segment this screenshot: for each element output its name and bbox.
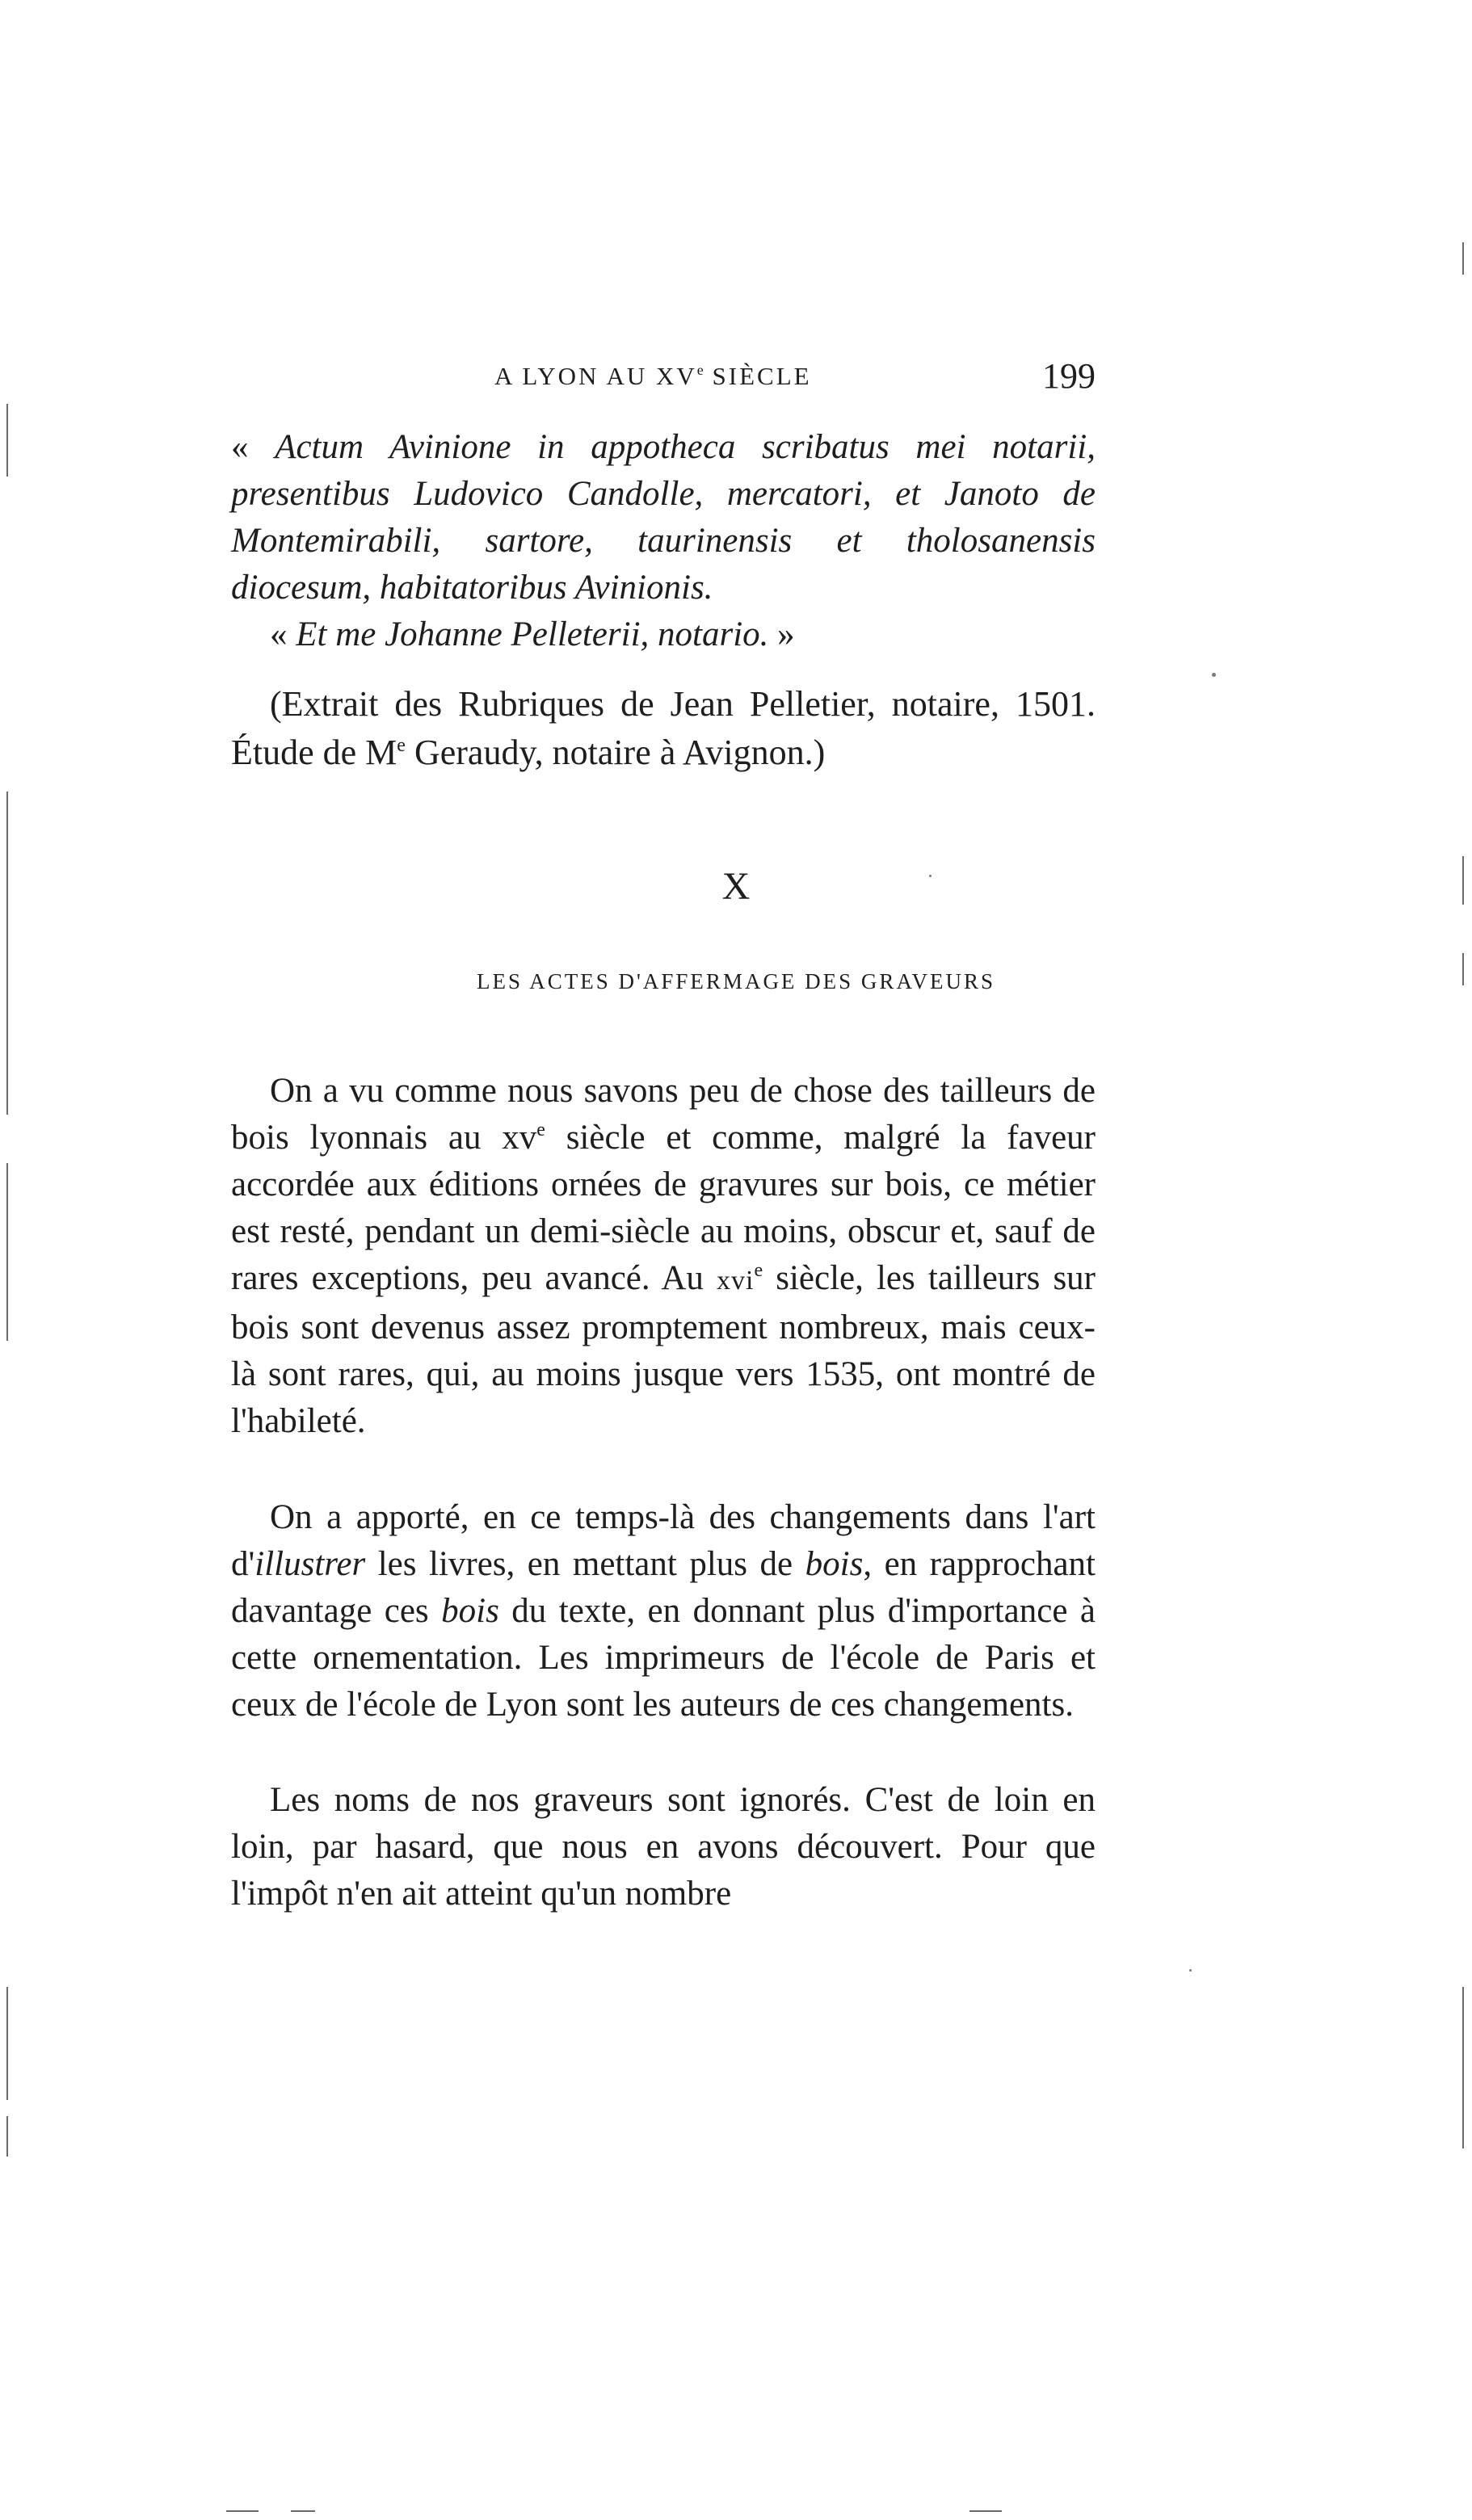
paragraph-text: siècle et comme, malgré la faveur accordée aux éditions ornées de gravures sur bois, ce métier est resté, pendant un demi-siècle au moins, obscur et, sauf de rares exceptions, peu avancé. Au [231, 1119, 1096, 1297]
paragraph-text: les livres, en mettant plus de [365, 1545, 805, 1583]
paragraph-text: On a vu comme nous savons peu de chose des tailleurs de bois lyonnais au xv [231, 1072, 1096, 1157]
paragraph-text: On a apporté, en ce temps-là des changements dans l'art d' [231, 1498, 1096, 1583]
scan-edge-mark [6, 792, 8, 1115]
scan-edge-mark [969, 2510, 1002, 2512]
paragraph-text: , en rapprochant davantage ces [231, 1545, 1096, 1630]
scan-edge-mark [6, 2116, 8, 2157]
superscript: e [754, 1260, 763, 1281]
italic-word: illustrer [254, 1545, 366, 1583]
section-numeral: X [721, 865, 751, 908]
scan-speck [929, 875, 932, 877]
paragraph-text: Les noms de nos graveurs sont ignorés. C'est de loin en loin, par hasard, que nous en avons découvert. Pour que l'impôt n'en ait atteint qu'un nombre [231, 1781, 1096, 1913]
scan-edge-mark [1462, 953, 1464, 985]
scan-edge-mark [6, 1987, 8, 2100]
running-head-text: A LYON AU XV [494, 362, 697, 390]
scan-edge-mark [226, 2510, 259, 2512]
quote-open-mark: « [270, 615, 297, 653]
body-paragraph [231, 1777, 1096, 1917]
scan-edge-mark [1462, 856, 1464, 905]
scan-edge-mark [6, 1163, 8, 1341]
italic-word: bois [805, 1545, 864, 1583]
century-small-caps: xvi [717, 1266, 755, 1296]
page-number: 199 [1042, 356, 1096, 396]
quote-close-mark: » [768, 615, 795, 653]
scan-edge-mark [1462, 1987, 1464, 2148]
quote-open-mark: « [231, 428, 275, 466]
scan-edge-mark [291, 2510, 315, 2512]
scan-edge-mark [6, 404, 8, 477]
superscript: e [536, 1119, 545, 1140]
paragraph-text: siècle, les tailleurs sur bois sont devenus assez promptement nombreux, mais ceux-là sont rares, qui, au moins jusque vers 1535, ont montré de l'habileté. [231, 1259, 1096, 1440]
running-head [494, 362, 812, 391]
latin-quote-text: Actum Avinione in appotheca scribatus mei notarii, presentibus Ludovico Candolle, mercatori, et Janoto de Montemirabili, sartore, taurinensis et tholosanensis diocesum, habitatoribus Avinionis. [231, 428, 1096, 607]
scan-edge-mark [1462, 242, 1464, 275]
source-note-superscript: e [397, 735, 406, 756]
section-title: LES ACTES D'AFFERMAGE DES GRAVEURS [477, 969, 995, 993]
scan-speck [1189, 1969, 1192, 1972]
scan-speck [1212, 673, 1216, 677]
source-note-text: (Extrait des Rubriques de Jean Pelletier, notaire, 1501. Étude de M [231, 684, 1096, 772]
running-head-text-end: SIÈCLE [703, 362, 812, 390]
running-head-superscript: e [696, 362, 704, 378]
italic-word: bois [441, 1592, 499, 1630]
paragraph-text: du texte, en donnant plus d'importance à cette ornementation. Les imprimeurs de l'école de Paris et ceux de l'école de Lyon sont les auteurs de ces changements. [231, 1592, 1096, 1724]
source-note-text-end: Geraudy, notaire à Avignon.) [405, 733, 826, 772]
body-paragraph [231, 1068, 1096, 1445]
signature-text: Et me Johanne Pelleterii, notario. [296, 615, 769, 653]
source-note [231, 680, 1096, 777]
body-paragraph [231, 1494, 1096, 1728]
latin-quote-signature [231, 611, 1096, 658]
latin-quote [231, 424, 1096, 611]
